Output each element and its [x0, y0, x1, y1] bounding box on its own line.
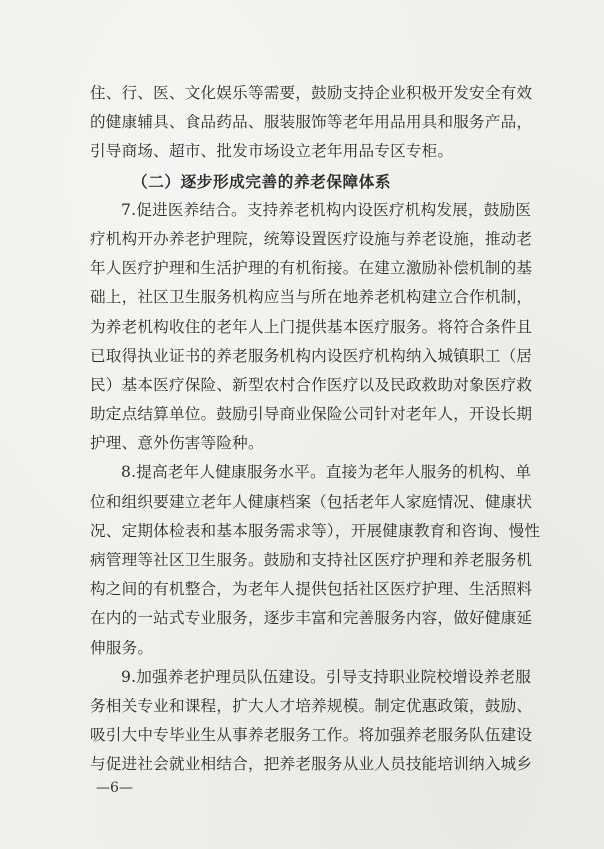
text-line: 务相关专业和课程，扩大人才培养规模。制定优惠政策，鼓励、	[90, 696, 533, 715]
text-line: 民）基本医疗保险、新型农村合作医疗以及民政救助对象医疗救	[90, 375, 533, 394]
text-line: 助定点结算单位。鼓励引导商业保险公司针对老年人，开设长期	[90, 405, 533, 424]
text-line: 位和组织要建立老年人健康档案（包括老年人家庭情况、健康状	[90, 492, 533, 511]
text-line: 构之间的有机整合，为老年人提供包括社区医疗护理、生活照料	[90, 580, 533, 599]
text-line: 疗机构开办养老护理院，统筹设置医疗设施与养老设施，推动老	[90, 229, 533, 248]
text-line: 年人医疗护理和生活护理的有机衔接。在建立激励补偿机制的基	[90, 259, 533, 278]
text-line: 伸服务。	[90, 638, 154, 657]
paragraph-start: 7.促进医养结合。支持养老机构内设医疗机构发展，鼓励医	[121, 200, 532, 219]
paragraph-start: 9.加强养老护理员队伍建设。引导支持职业院校增设养老服	[121, 667, 532, 686]
body-text	[90, 79, 560, 780]
text-line: 引导商场、超市、批发市场设立老年用品专区专柜。	[90, 142, 454, 161]
text-line: 病管理等社区卫生服务。鼓励和支持社区医疗护理和养老服务机	[90, 551, 533, 569]
paragraph-start: 8.提高老年人健康服务水平。直接为老年人服务的机构、单	[121, 463, 532, 482]
text-line: 况、定期体检表和基本服务需求等），开展健康教育和咨询、慢性	[90, 521, 541, 540]
text-line: 在内的一站式专业服务，逐步丰富和完善服务内容，做好健康延	[90, 609, 533, 628]
text-line: 础上，社区卫生服务机构应当与所在地养老机构建立合作机制，	[90, 288, 533, 307]
text-line: 住、行、医、文化娱乐等需要，鼓励支持企业积极开发安全有效	[90, 84, 533, 102]
text-line: 护理、意外伤害等险种。	[90, 434, 264, 453]
text-line: 吸引大中专毕业生从事养老服务工作。将加强养老服务队伍建设	[90, 726, 533, 745]
section-heading: （二）逐步形成完善的养老保障体系	[132, 171, 392, 191]
text-line: 与促进社会就业相结合，把养老服务从业人员技能培训纳入城乡	[90, 755, 533, 774]
text-line: 为养老机构收住的老年人上门提供基本医疗服务。将符合条件且	[90, 317, 533, 336]
text-line: 的健康辅具、食品药品、服装服饰等老年用品用具和服务产品，	[90, 113, 533, 132]
text-line: 已取得执业证书的养老服务机构内设医疗机构纳入城镇职工（居	[90, 346, 533, 365]
page-number: —6—	[96, 780, 133, 796]
